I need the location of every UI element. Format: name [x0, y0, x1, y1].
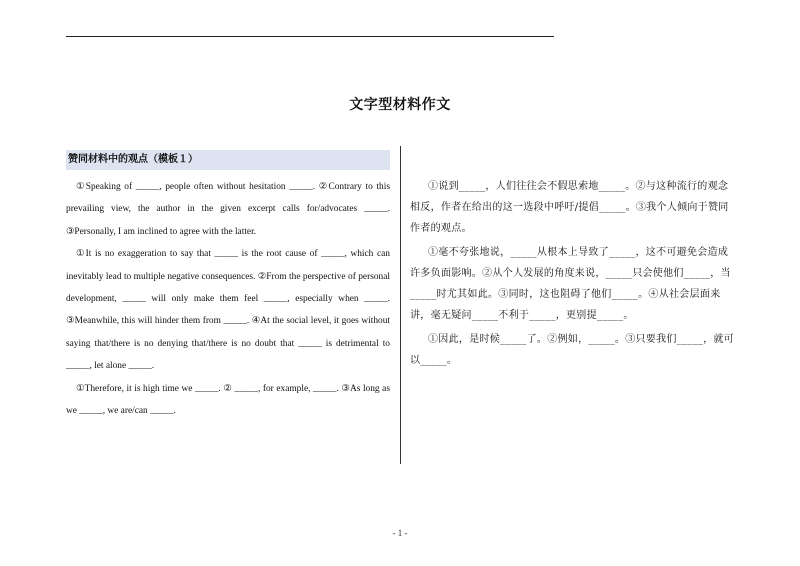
document-title: 文字型材料作文 — [349, 97, 451, 113]
english-paragraph-1: ①Speaking of _____, people often without hesitation _____. ②Contrary to this prevailing view, the author in the given excerpt calls for/advocates _____. ③Personally, I am inclined to agree with the latter. — [66, 182, 390, 237]
english-paragraph-2: ①It is no exaggeration to say that _____ is the root cause of _____, which can inevitably lead to multiple negative consequences. ②From the perspective of personal development, _____ will only make them feel _____, especially when _____. ③Meanwhile, this will hinder them from _____. ④At the social level, it goes without saying that/there is no denying that/there is no doubt that _____ is detrimental to _____, let alone _____. — [66, 249, 390, 372]
chinese-paragraph-3: ①因此，是时候_____了。②例如，_____。③只要我们_____，就可以_____。 — [410, 334, 735, 366]
page-number: - 1 - — [392, 528, 408, 538]
chinese-paragraph-1: ①说到_____，人们往往会不假思索地_____。②与这种流行的观念相反，作者在给出的这一选段中呼吁/提倡_____。③我个人倾向于赞同作者的观点。 — [410, 181, 729, 234]
english-paragraph-3: ①Therefore, it is high time we _____. ② _____, for example, _____. ③As long as we _____, we are/can _____. — [66, 383, 390, 417]
chinese-translation-column — [410, 176, 736, 371]
header-rule — [66, 36, 554, 37]
column-divider — [400, 146, 401, 464]
english-template-column — [66, 150, 390, 422]
section-heading: 赞同材料中的观点（模板１） — [66, 150, 390, 170]
chinese-paragraph-2: ①毫不夸张地说，_____从根本上导致了_____，这不可避免会造成许多负面影响。②从个人发展的角度来说，_____只会使他们_____，当_____时尤其如此。③同时，这也阻碍了他们_____。④从社会层面来讲，毫无疑问_____不利于_____，更别提_____。 — [410, 247, 731, 321]
